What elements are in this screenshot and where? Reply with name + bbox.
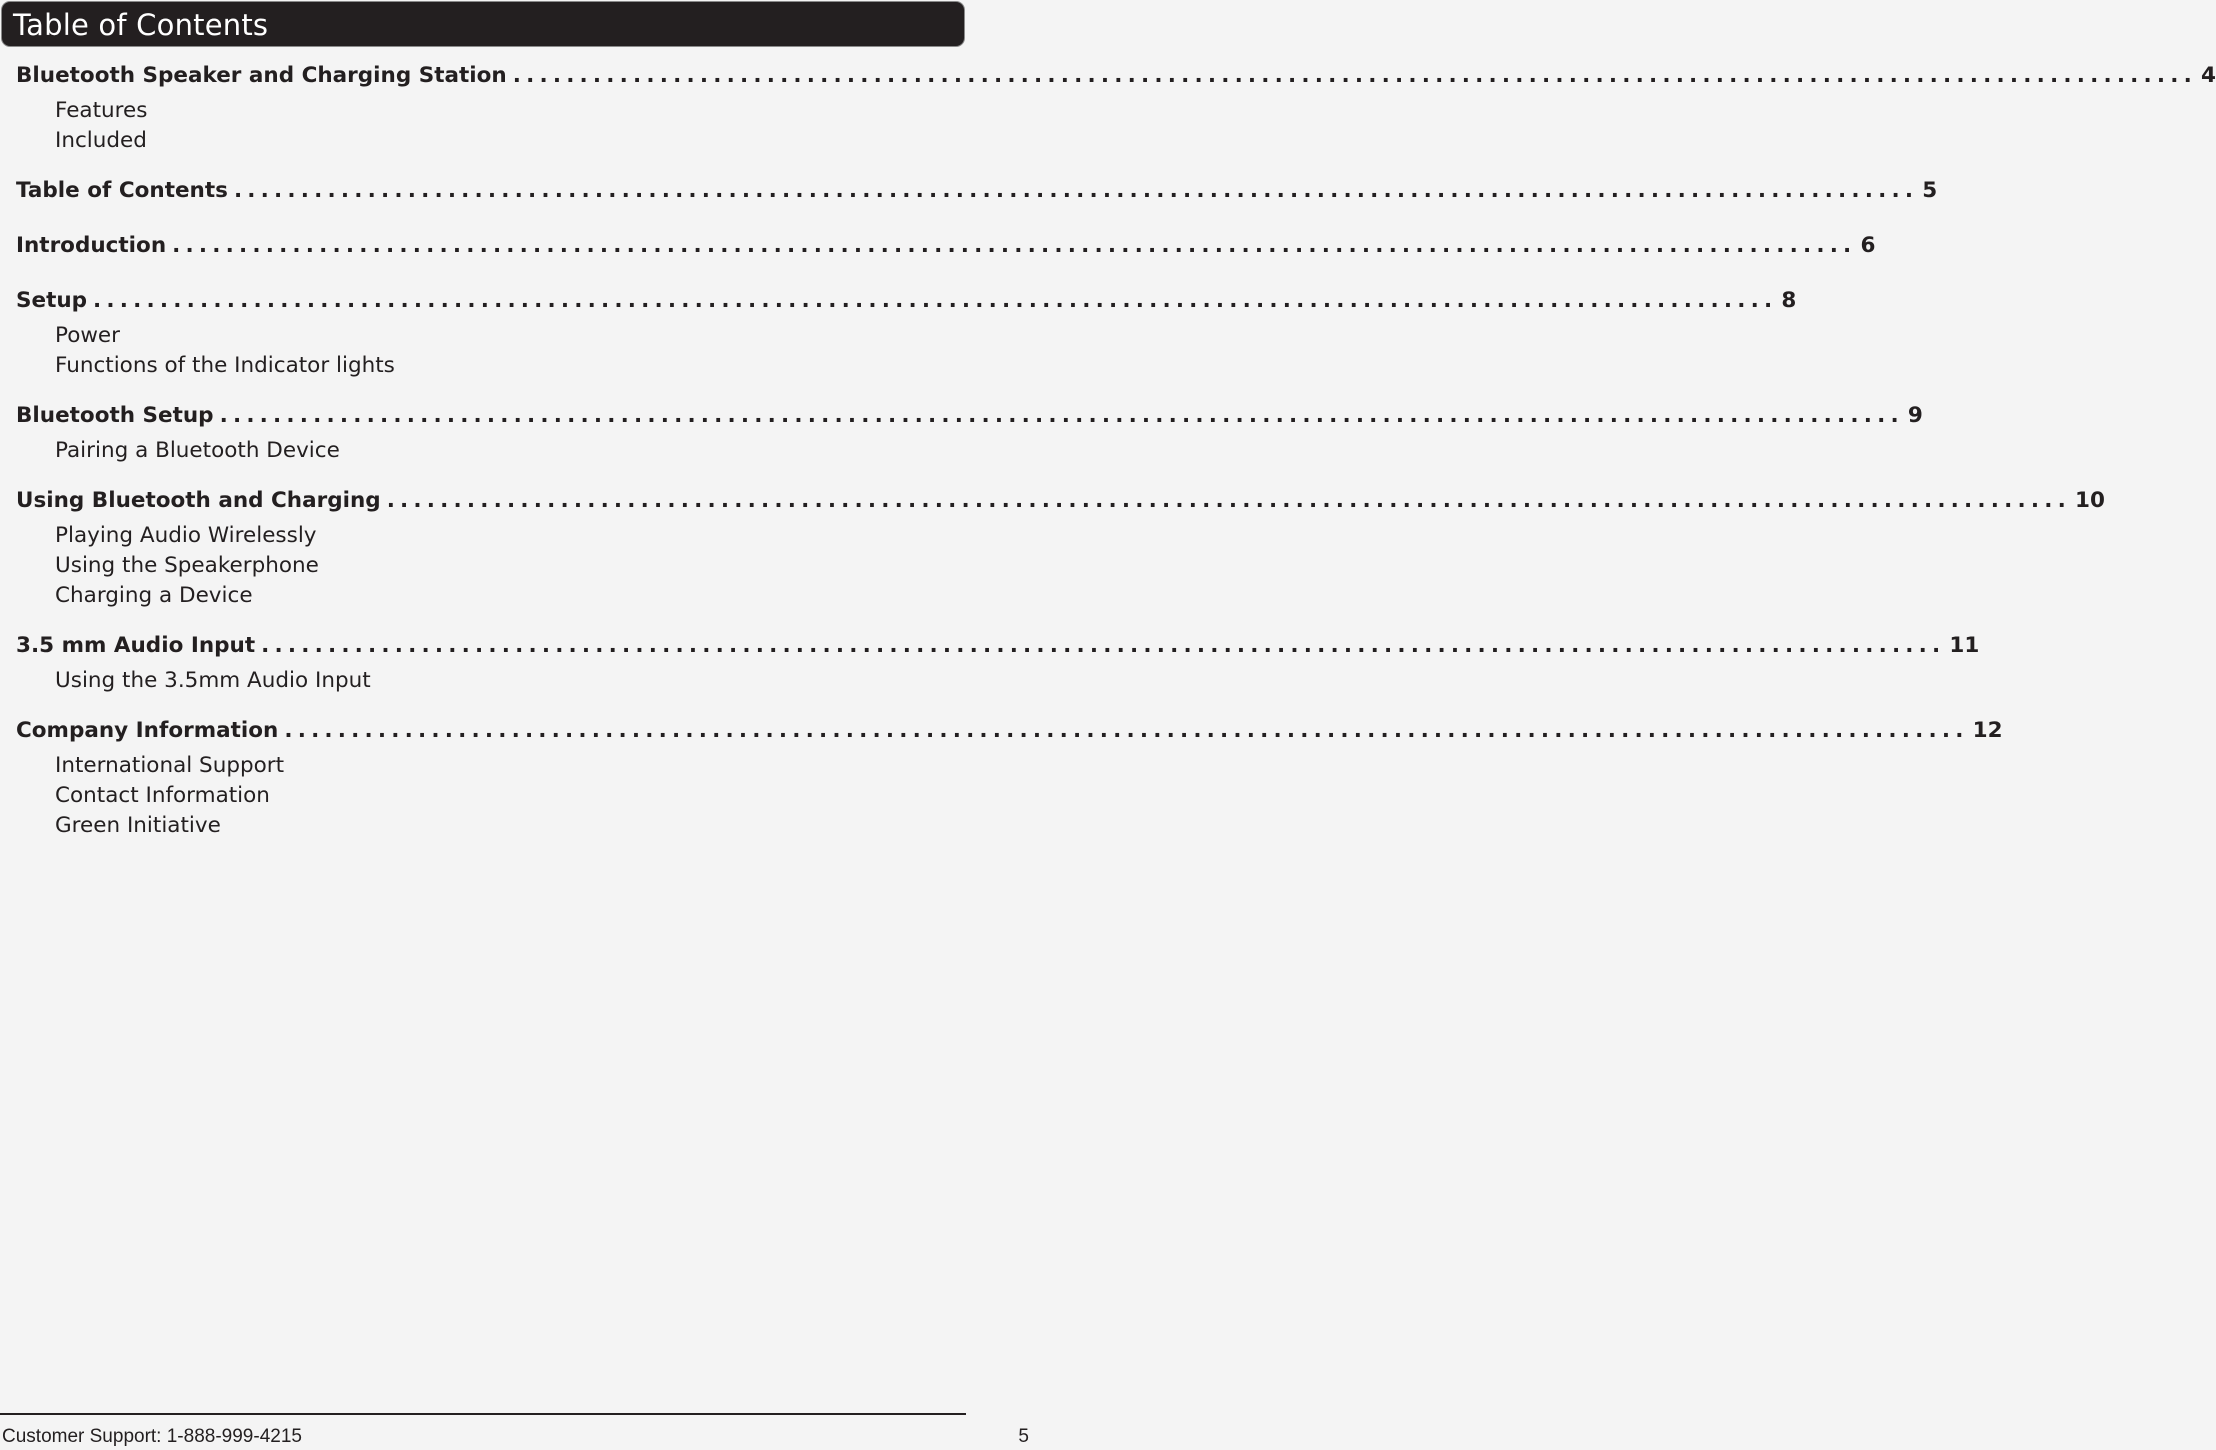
toc-subentry: Green Initiative: [55, 813, 221, 838]
toc-subentry: Using the 3.5mm Audio Input: [55, 668, 371, 693]
toc-subentry: Pairing a Bluetooth Device: [55, 438, 340, 463]
toc-entry[interactable]: [16, 403, 1923, 436]
title-bar: [2, 2, 964, 46]
toc-entry-title: Table of Contents: [16, 178, 228, 203]
toc-entry-page: 10: [2075, 488, 2105, 513]
toc-entry-title: 3.5 mm Audio Input: [16, 633, 256, 658]
toc-section: [16, 63, 2216, 156]
dot-leader: ..............................................................................................................................: [219, 403, 1904, 428]
toc-entry-page: 12: [1972, 718, 2003, 743]
toc-entry-title: Company Information: [16, 718, 279, 743]
toc-subentry: Features: [55, 98, 148, 123]
toc-subentry: Contact Information: [55, 783, 270, 808]
toc-entry-page: 8: [1781, 288, 1797, 313]
toc-entry-page: 5: [1922, 178, 1938, 203]
dot-leader: ..............................................................................................................................: [261, 633, 1946, 658]
toc-entry[interactable]: [16, 488, 2105, 521]
toc-entry-title: Setup: [16, 288, 88, 313]
dot-leader: ..............................................................................................................................: [93, 288, 1778, 313]
toc-entry-title: Bluetooth Speaker and Charging Station: [16, 63, 507, 88]
customer-support-text: Customer Support: 1-888-999-4215: [2, 1426, 302, 1447]
toc-entry-page: 9: [1907, 403, 1923, 428]
toc-section: [16, 488, 2105, 611]
toc-subentry: International Support: [55, 753, 285, 778]
toc-entry-page: 6: [1860, 233, 1876, 258]
dot-leader: ..............................................................................................................................: [386, 488, 2071, 513]
toc-subentry: Using the Speakerphone: [55, 553, 319, 578]
toc-entry[interactable]: [16, 288, 1797, 321]
toc-entry[interactable]: [16, 63, 2216, 96]
toc-list: [16, 63, 2216, 863]
toc-section: [16, 178, 1938, 211]
toc-subentry: Included: [55, 128, 147, 153]
toc-entry-page: 4: [2201, 63, 2216, 88]
toc-section: [16, 288, 1797, 381]
toc-subentry: Power: [55, 323, 121, 348]
page-title: Table of Contents: [13, 8, 269, 42]
toc-entry[interactable]: [16, 178, 1938, 211]
dot-leader: ..............................................................................................................................: [284, 718, 1969, 743]
toc-entry-title: Bluetooth Setup: [16, 403, 214, 428]
dot-leader: ..............................................................................................................................: [233, 178, 1919, 203]
toc-entry-title: Introduction: [16, 233, 167, 258]
toc-section: [16, 633, 1980, 696]
toc-entry[interactable]: [16, 633, 1980, 666]
toc-entry-page: 11: [1949, 633, 1980, 658]
toc-entry[interactable]: [16, 718, 2003, 751]
page-number: 5: [1018, 1426, 1029, 1447]
toc-section: [16, 233, 1876, 266]
toc-section: [16, 718, 2003, 841]
toc-subentry: Playing Audio Wirelessly: [55, 523, 317, 548]
footer-divider: [0, 1413, 966, 1415]
dot-leader: ..............................................................................................................................: [512, 63, 2198, 88]
toc-subentry: Functions of the Indicator lights: [55, 353, 395, 378]
toc-section: [16, 403, 1923, 466]
toc-entry[interactable]: [16, 233, 1876, 266]
toc-entry-title: Using Bluetooth and Charging: [16, 488, 381, 513]
toc-subentry: Charging a Device: [55, 583, 253, 608]
dot-leader: ..............................................................................................................................: [172, 233, 1857, 258]
